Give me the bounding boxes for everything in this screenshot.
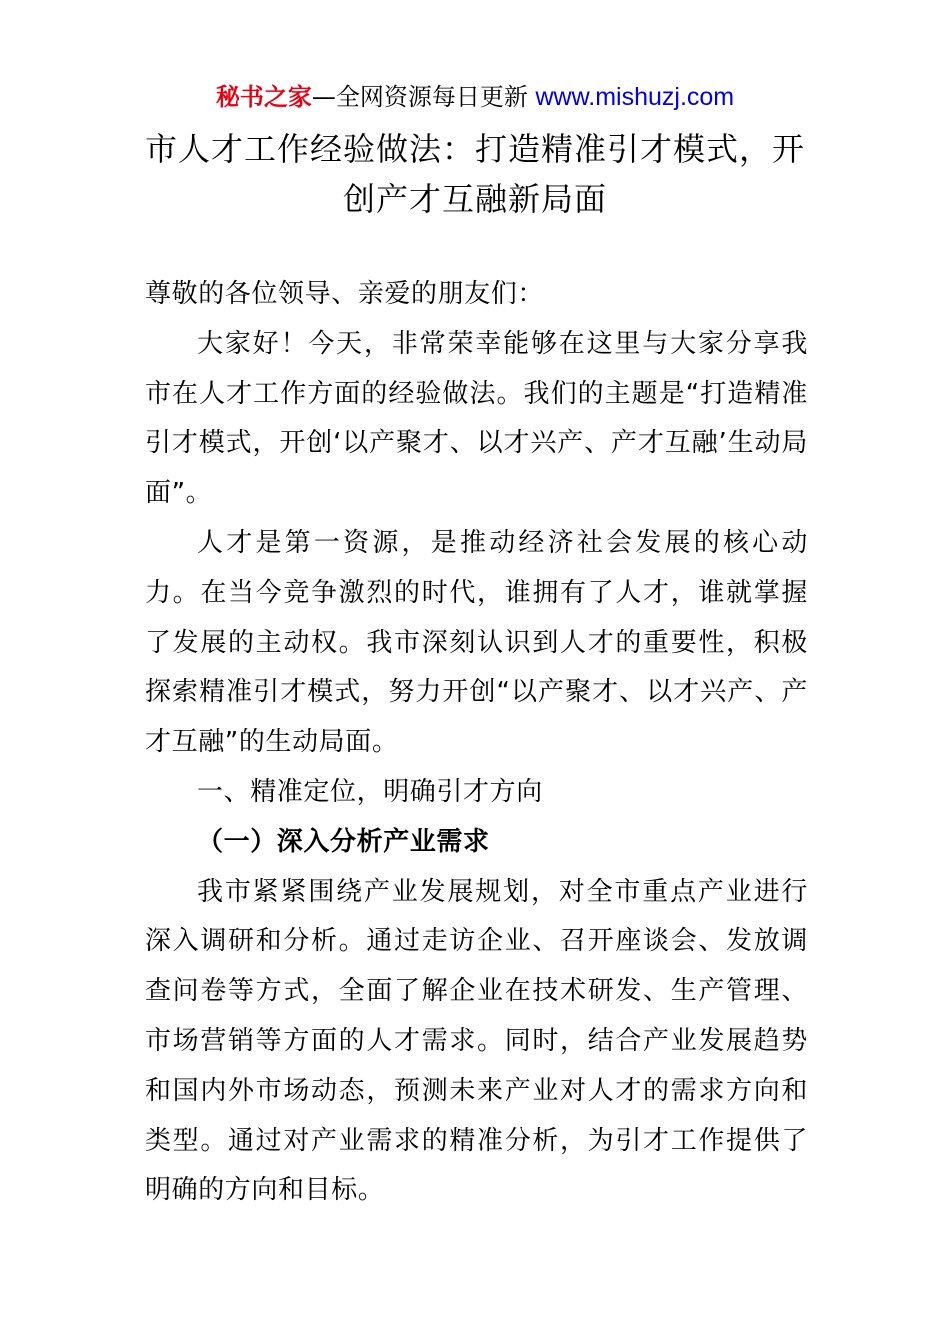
- site-brand: 秘书之家: [215, 83, 312, 111]
- salutation: 尊敬的各位领导、亲爱的朋友们：: [145, 279, 545, 309]
- site-tagline: —全网资源每日更新: [311, 83, 536, 111]
- paragraph-talent: 人才是第一资源，是推动经济社会发展的核心动力。在当今竞争激烈的时代，谁拥有了人才，谁就掌握了发展的主动权。我市深刻认识到人才的重要性，积极探索精准引才模式，努力开创“以产聚才、以才兴产、产才互融”的生动局面。: [145, 527, 808, 758]
- paragraph-intro: 大家好！今天，非常荣幸能够在这里与大家分享我市在人才工作方面的经验做法。我们的主题是“打造精准引才模式，开创‘以产聚才、以才兴产、产才互融’生动局面”。: [145, 328, 808, 509]
- document-title: 市人才工作经验做法：打造精准引才模式，开创产才互融新局面: [144, 130, 805, 218]
- section-heading-1: 一、精准定位，明确引才方向: [197, 776, 543, 807]
- subsection-heading-1: （一）深入分析产业需求: [197, 826, 490, 857]
- site-header: [0, 80, 950, 114]
- site-url-link[interactable]: www.mishuzj.com: [535, 83, 735, 111]
- paragraph-analysis: 我市紧紧围绕产业发展规划，对全市重点产业进行深入调研和分析。通过走访企业、召开座谈会、发放调查问卷等方式，全面了解企业在技术研发、生产管理、市场营销等方面的人才需求。同时，结合产业发展趋势和国内外市场动态，预测未来产业对人才的需求方向和类型。通过对产业需求的精准分析，为引才工作提供了明确的方向和目标。: [145, 876, 808, 1206]
- document-body: [145, 270, 808, 1216]
